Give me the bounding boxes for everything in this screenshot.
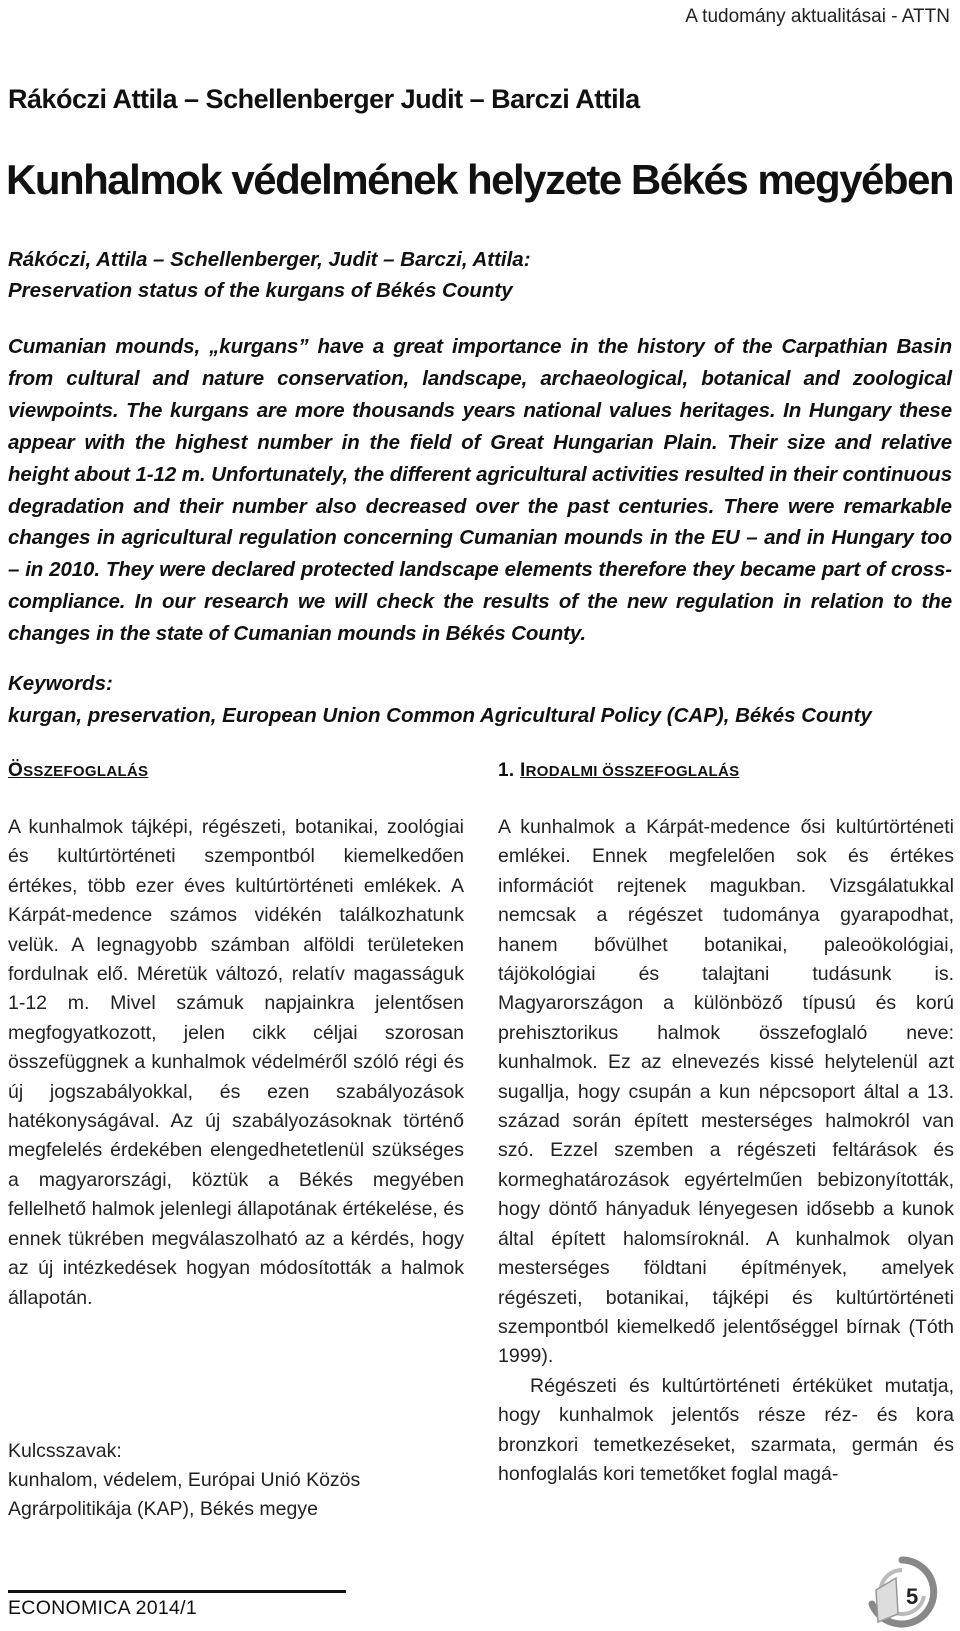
- summary-keywords-label: Kulcsszavak:: [8, 1440, 122, 1462]
- english-title-block: [8, 244, 531, 306]
- summary-keywords: kunhalom, védelem, Európai Unió Közös Agrárpolitikája (KAP), Békés megye: [8, 1469, 361, 1521]
- summary-heading: [8, 760, 464, 782]
- literature-heading-initial: I: [520, 760, 526, 781]
- page-badge-icon: [866, 1556, 938, 1628]
- summary-column: [8, 760, 464, 782]
- english-authors: Rákóczi, Attila – Schellenberger, Judit – Barczi, Attila:: [8, 248, 531, 271]
- page-number: 5: [906, 1584, 919, 1609]
- running-header: A tudomány aktualitásai - ATTN: [685, 6, 950, 27]
- literature-paragraph-1: A kunhalmok a Kárpát-medence ősi kultúrtörténeti emlékei. Ennek megfelelően sok és értékes információt rejtenek magukban. Vizsgálatukkal nemcsak a régészet tudománya gyarapodhat, hanem bővülhet botanikai, paleoökológiai, tájökológiai és talajtani tudásunk is. Magyarországon a különböző típusú és korú prehisztorikus halmok összefoglaló neve: kunhalmok. Ez az elnevezés kissé helytelenül azt sugallja, hogy csupán a kun népcsoport által a 13. század során épített mesterséges halmokról van szó. Ezzel szemben a régészeti feltárások és kormeghatározások egyértelműen bebizonyították, hogy döntő hányaduk lényegesen idősebb a kunok által épített halomsíroknál. A kunhalmok olyan mesterséges földtani építmények, amelyek régészeti, botanikai, tájképi és kultúrtörténeti szempontból kiemelkedő jelentőséggel bírnak (Tóth 1999).: [498, 816, 954, 1368]
- english-title: Preservation status of the kurgans of Békés County: [8, 279, 513, 302]
- authors: Rákóczi Attila – Schellenberger Judit – Barczi Attila: [8, 84, 640, 114]
- summary-heading-initial: Ö: [8, 760, 24, 781]
- literature-column: [498, 760, 954, 782]
- page-title: Kunhalmok védelmének helyzete Békés megyében: [6, 156, 954, 203]
- footer-journal: ECONOMICA 2014/1: [8, 1597, 198, 1619]
- page-number-badge: [866, 1556, 938, 1628]
- english-abstract: Cumanian mounds, „kurgans” have a great importance in the history of the Carpathian Basin from cultural and nature conservation, landscape, archaeological, botanical and zoological viewpoints. The kurgans are more thousands years national values heritages. In Hungary these appear with the highest number in the field of Great Hungarian Plain. Their size and relative height about 1-12 m. Unfortunately, the different agricultural activities resulted in their continuous degradation and their number also decreased over the past centuries. There were remarkable changes in agricultural regulation concerning Cumanian mounds in the EU – and in Hungary too – in 2010. They were declared protected landscape elements therefore they became part of cross-compliance. In our research we will check the results of the new regulation in relation to the changes in the state of Cumanian mounds in Békés County.: [8, 335, 952, 646]
- literature-heading: [498, 760, 954, 782]
- summary-text: A kunhalmok tájképi, régészeti, botanikai, zoológiai és kultúrtörténeti szempontból kiemelkedően értékes, több ezer éves kultúrtörténeti emlékek. A Kárpát-medence számos vidékén találkozhatunk velük. A legnagyobb számban alföldi területeken fordulnak elő. Méretük változó, relatív magasságuk 1-12 m. Mivel számuk napjainkra jelentősen megfogyatkozott, jelen cikk céljai szorosan összefüggnek a kunhalmok védelméről szóló régi és új jogszabályokkal, és ezen szabályozások hatékonyságával. Az új szabályozásoknak történő megfelelés érdekében elengedhetetlenül szükséges a magyarországi, köztük a Békés megyében fellelhető halmok jelenlegi állapotának értékelése, és ennek tükrében megválaszolható az a kérdés, hogy az új intézkedések hogyan módosították a halmok állapotán.: [8, 816, 464, 1309]
- literature-heading-number: 1.: [498, 760, 521, 781]
- literature-text: [498, 813, 954, 1489]
- literature-paragraph-2: Régészeti és kultúrtörténeti értéküket mutatja, hogy kunhalmok jelentős része réz- és kora bronzkori temetkezéseket, szarmata, germán és honfoglalás kori temetőket foglal magá-: [498, 1374, 954, 1485]
- keywords-label: Keywords:: [8, 672, 113, 695]
- summary-heading-rest: SSZEFOGLALÁS: [23, 763, 149, 780]
- keywords-text: kurgan, preservation, European Union Common Agricultural Policy (CAP), Békés County: [8, 704, 872, 727]
- footer-rule: [8, 1590, 346, 1593]
- literature-heading-rest: RODALMI ÖSSZEFOGLALÁS: [525, 763, 740, 780]
